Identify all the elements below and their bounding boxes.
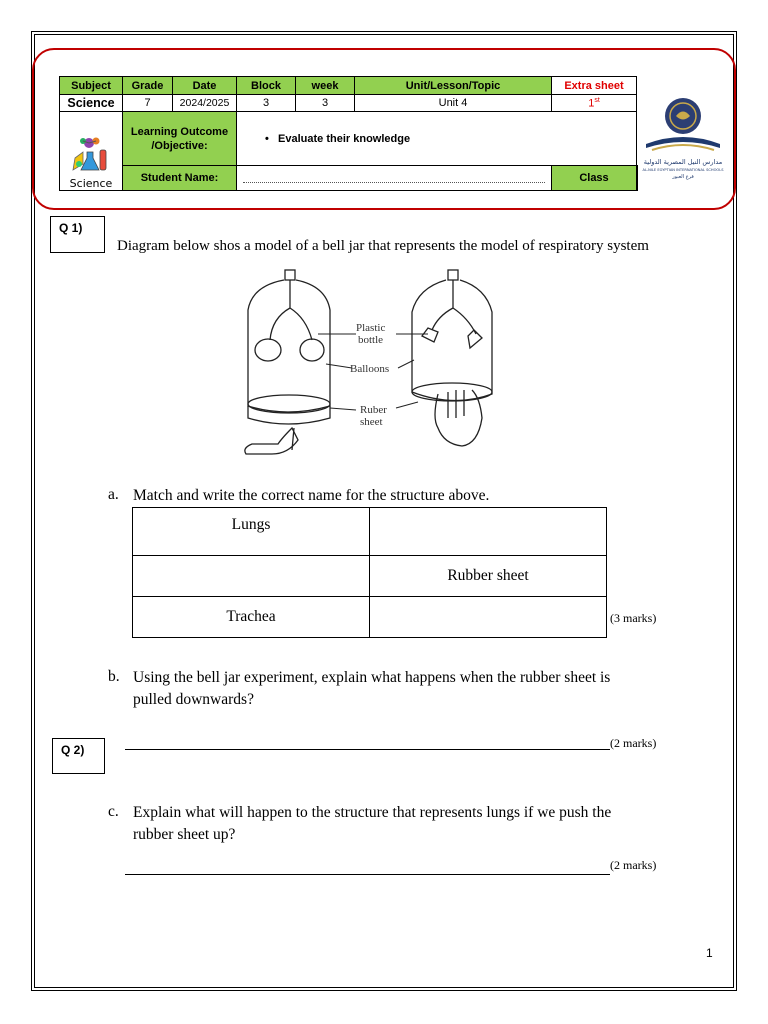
value-date: 2024/2025 (173, 95, 237, 112)
match-cell: Trachea (133, 597, 370, 638)
col-week: week (296, 77, 355, 95)
part-c-text-line2: rubber sheet up? (133, 826, 236, 843)
part-b-text-line1: Using the bell jar experiment, explain what happens when the rubber sheet is (133, 669, 611, 686)
value-block: 3 (237, 95, 296, 112)
bell-jar-diagram (232, 268, 532, 464)
match-table (132, 507, 607, 638)
match-cell: Lungs (133, 508, 370, 556)
label-balloons: Balloons (350, 363, 390, 375)
value-week: 3 (296, 95, 355, 112)
student-name-field[interactable] (237, 166, 552, 191)
q1-intro: Diagram below shos a model of a bell jar that represents the model of respiratory system (117, 238, 649, 254)
science-icon-label: Science (69, 177, 113, 190)
logo-english-text: AL-NILE EGYPTIAN INTERNATIONAL SCHOOLS (642, 168, 724, 172)
science-flask-icon (69, 134, 113, 174)
label-plastic: Plastic (356, 322, 386, 334)
q2-label-box: Q 2) (52, 738, 105, 774)
q1-label-box: Q 1) (50, 216, 105, 253)
part-b-answer-line[interactable] (125, 749, 610, 750)
value-unit: Unit 4 (355, 95, 552, 112)
header-table (59, 76, 638, 191)
col-extra-sheet: Extra sheet (552, 77, 637, 95)
part-b-text-line2: pulled downwards? (133, 691, 254, 708)
match-answer-cell[interactable] (370, 508, 607, 556)
logo-branch-text: فرع العبور (672, 174, 694, 180)
learning-outcome-text: • Evaluate their knowledge (237, 112, 637, 166)
student-name-label: Student Name: (123, 166, 237, 191)
value-subject: Science (60, 95, 123, 112)
value-grade: 7 (123, 95, 173, 112)
part-a-letter: a. (108, 486, 119, 503)
table-row (133, 597, 607, 638)
part-b-marks: (2 marks) (610, 736, 657, 750)
label-ruber: Ruber (360, 404, 387, 416)
col-grade: Grade (123, 77, 173, 95)
table-row (133, 556, 607, 597)
part-b-letter: b. (108, 668, 120, 685)
part-c-text-line1: Explain what will happen to the structure that represents lungs if we push the (133, 804, 612, 821)
part-c-letter: c. (108, 803, 119, 820)
match-answer-cell[interactable] (133, 556, 370, 597)
part-a-marks: (3 marks) (610, 611, 657, 625)
col-subject: Subject (60, 77, 123, 95)
logo-arabic-text: مدارس النيل المصرية الدولية (643, 158, 723, 166)
learning-outcome-label: Learning Outcome /Objective: (123, 112, 237, 166)
label-bottle: bottle (358, 334, 384, 346)
part-a-text: Match and write the correct name for the structure above. (133, 487, 490, 504)
label-sheet: sheet (360, 416, 383, 428)
left-bell-jar (245, 270, 330, 454)
part-c-answer-line[interactable] (125, 874, 610, 875)
col-unit: Unit/Lesson/Topic (355, 77, 552, 95)
class-label: Class (552, 166, 637, 191)
col-date: Date (173, 77, 237, 95)
science-icon-cell (60, 112, 123, 191)
value-extra-sheet: 1st (552, 95, 637, 112)
part-c-marks: (2 marks) (610, 858, 657, 872)
match-answer-cell[interactable] (370, 597, 607, 638)
school-logo (634, 94, 732, 182)
page-number: 1 (706, 946, 713, 960)
match-cell: Rubber sheet (370, 556, 607, 597)
col-block: Block (237, 77, 296, 95)
table-row (133, 508, 607, 556)
right-bell-jar (412, 270, 492, 446)
